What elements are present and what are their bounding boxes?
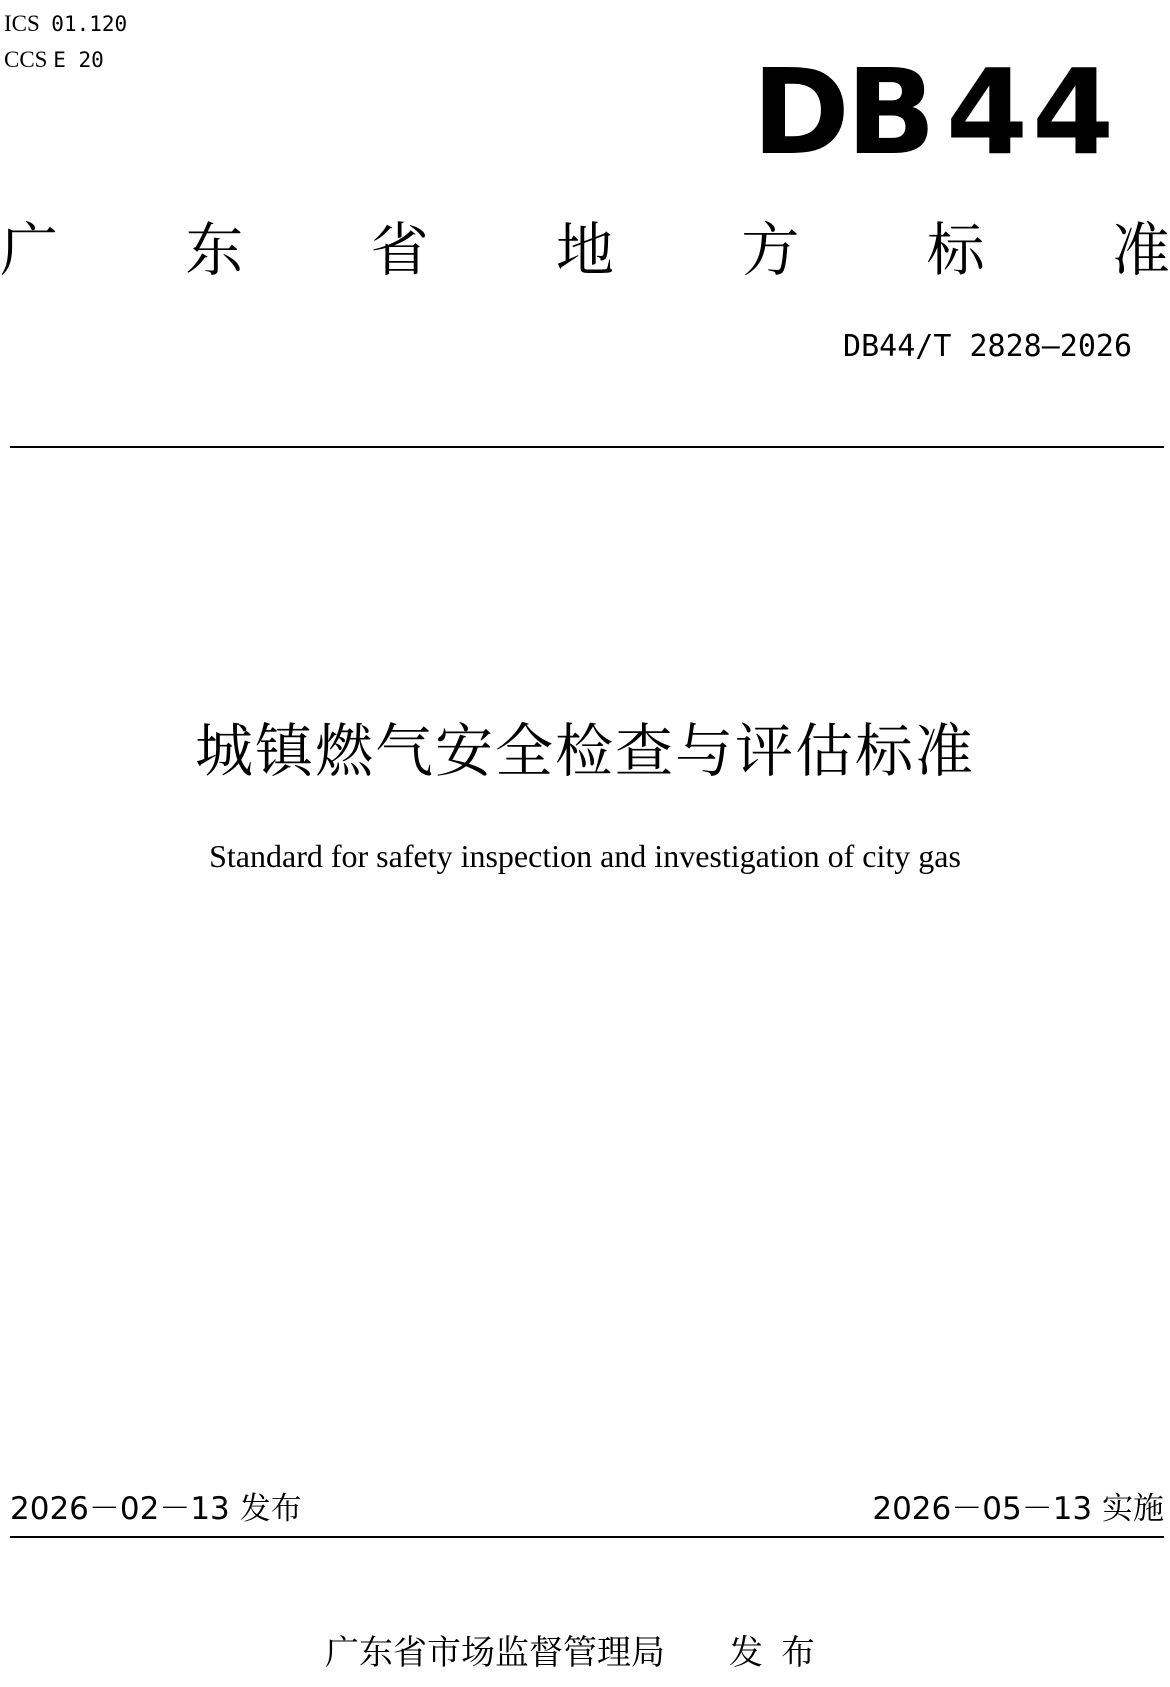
issuer-line	[325, 1629, 833, 1677]
heading-char: 广	[0, 216, 59, 284]
ics-value: 01.120	[51, 12, 128, 36]
heading-char: 标	[926, 216, 985, 284]
document-title-english: Standard for safety inspection and investigation of city gas	[209, 838, 961, 874]
classification-codes	[4, 6, 127, 78]
heading-char: 东	[185, 216, 244, 284]
bottom-divider	[10, 1536, 1164, 1538]
issue-word: 发布	[729, 1633, 833, 1673]
issuer-name: 广东省市场监督管理局	[325, 1633, 665, 1673]
heading-char: 省	[370, 216, 429, 284]
heading-char: 方	[741, 216, 800, 284]
db44-logo	[752, 43, 1119, 181]
province-standard-heading	[0, 210, 1170, 290]
logo-number: 44	[945, 43, 1119, 181]
document-title-chinese: 城镇燃气安全检查与评估标准	[194, 717, 975, 785]
ccs-value: E 20	[53, 48, 104, 72]
ccs-code	[4, 42, 127, 78]
implement-date: 2026－05－13 实施	[872, 1491, 1164, 1527]
ccs-label: CCS	[4, 47, 48, 72]
logo-letters: DB	[752, 43, 932, 181]
ics-label: ICS	[4, 11, 40, 36]
heading-char: 准	[1111, 216, 1170, 284]
heading-char: 地	[555, 216, 614, 284]
standard-number: DB44/T 2828—2026	[843, 329, 1132, 364]
ics-code	[4, 6, 127, 42]
top-divider	[10, 446, 1164, 448]
publish-date: 2026－02－13 发布	[10, 1491, 302, 1527]
